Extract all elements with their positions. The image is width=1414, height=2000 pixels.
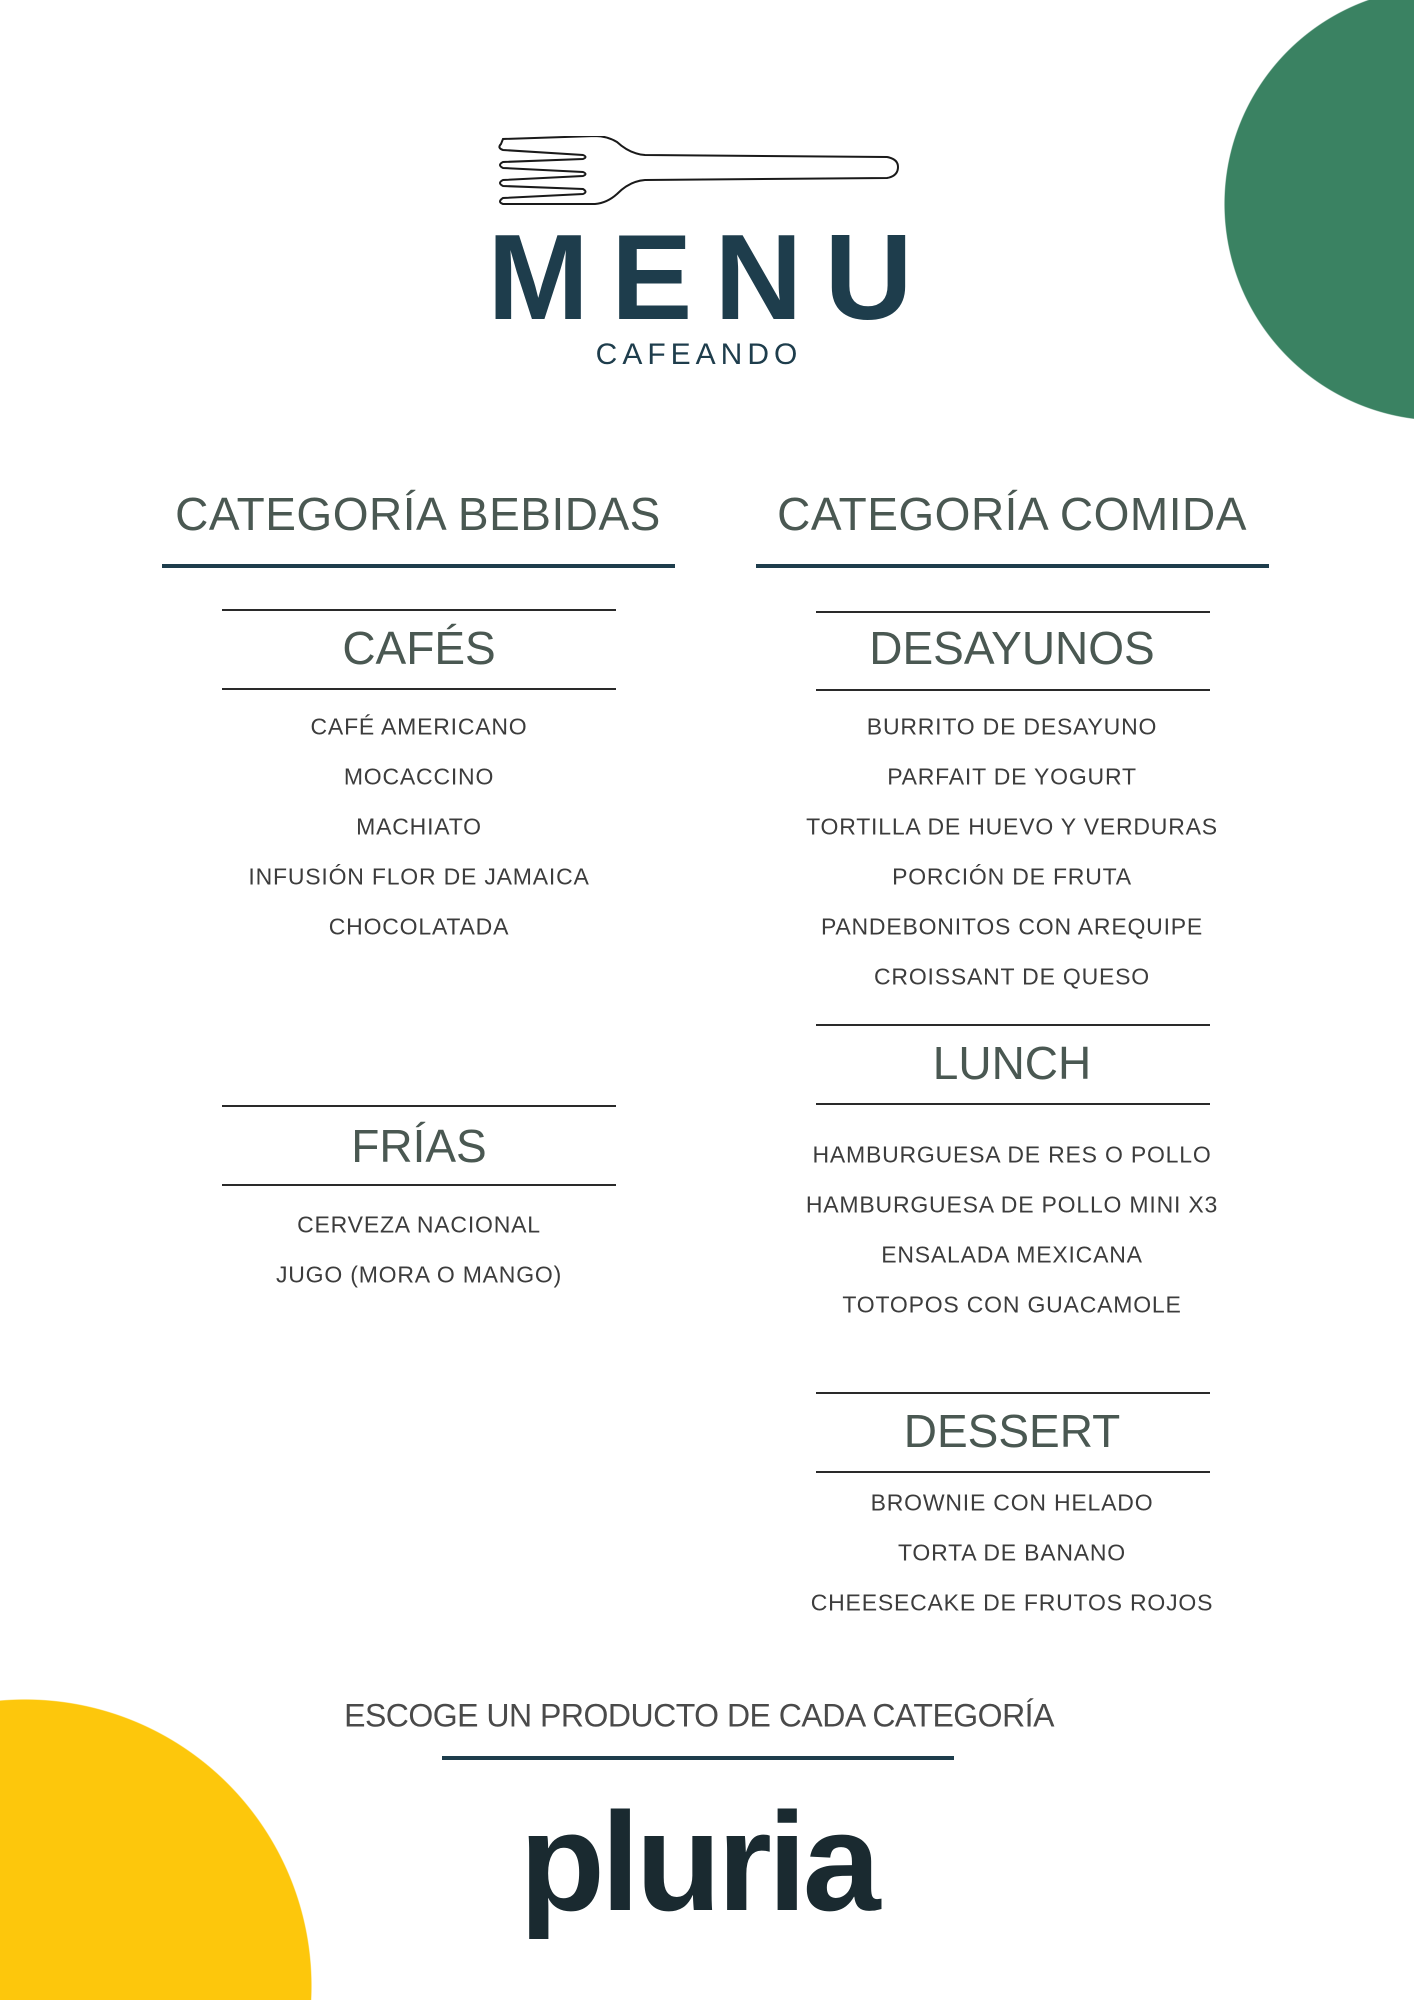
menu-item: CAFÉ AMERICANO xyxy=(310,713,528,740)
section-divider xyxy=(816,1392,1210,1394)
menu-item: CERVEZA NACIONAL xyxy=(297,1211,541,1238)
section-title-dessert: DESSERT xyxy=(903,1405,1121,1457)
section-title-lunch: LUNCH xyxy=(932,1037,1092,1089)
category-heading-comida: CATEGORÍA COMIDA xyxy=(777,488,1247,540)
section-divider xyxy=(222,688,616,690)
menu-item: MOCACCINO xyxy=(343,763,495,790)
section-divider xyxy=(816,1103,1210,1105)
menu-item: HAMBURGUESA DE POLLO MINI X3 xyxy=(805,1191,1219,1218)
footer-note: ESCOGE UN PRODUCTO DE CADA CATEGORÍA xyxy=(344,1697,1054,1734)
menu-item: BROWNIE CON HELADO xyxy=(870,1489,1154,1516)
menu-item: ENSALADA MEXICANA xyxy=(881,1241,1143,1268)
menu-item: TORTA DE BANANO xyxy=(898,1539,1126,1566)
menu-subtitle: CAFEANDO xyxy=(595,338,803,371)
menu-item: MACHIATO xyxy=(356,813,482,840)
section-title-desayunos: DESAYUNOS xyxy=(869,622,1155,674)
menu-item: PORCIÓN DE FRUTA xyxy=(892,863,1132,890)
menu-item: TOTOPOS CON GUACAMOLE xyxy=(842,1291,1182,1318)
menu-item: PANDEBONITOS CON AREQUIPE xyxy=(820,913,1204,940)
green-circle-decoration xyxy=(1224,0,1414,421)
section-divider xyxy=(816,611,1210,613)
menu-item: CHEESECAKE DE FRUTOS ROJOS xyxy=(810,1589,1214,1616)
section-title-frias: FRÍAS xyxy=(351,1120,487,1172)
menu-item: HAMBURGUESA DE RES O POLLO xyxy=(812,1141,1212,1168)
category-divider xyxy=(162,564,675,568)
fork-icon xyxy=(495,136,901,206)
menu-item: CHOCOLATADA xyxy=(328,913,510,940)
yellow-circle-decoration xyxy=(0,1699,312,2000)
section-divider xyxy=(816,1024,1210,1026)
section-divider xyxy=(816,1471,1210,1473)
category-divider xyxy=(756,564,1269,568)
menu-item: CROISSANT DE QUESO xyxy=(874,963,1150,990)
menu-title: MENU xyxy=(487,209,935,345)
pluria-logo: pluria xyxy=(519,1783,877,1940)
section-divider xyxy=(816,689,1210,691)
section-divider xyxy=(222,1184,616,1186)
menu-item: TORTILLA DE HUEVO Y VERDURAS xyxy=(806,813,1218,840)
category-heading-bebidas: CATEGORÍA BEBIDAS xyxy=(175,488,661,540)
menu-item: JUGO (MORA O MANGO) xyxy=(275,1261,563,1288)
section-title-cafes: CAFÉS xyxy=(342,622,496,674)
footer-divider xyxy=(442,1756,954,1760)
menu-item: PARFAIT DE YOGURT xyxy=(887,763,1137,790)
menu-item: BURRITO DE DESAYUNO xyxy=(866,713,1158,740)
section-divider xyxy=(222,609,616,611)
menu-item: INFUSIÓN FLOR DE JAMAICA xyxy=(248,863,590,890)
section-divider xyxy=(222,1105,616,1107)
